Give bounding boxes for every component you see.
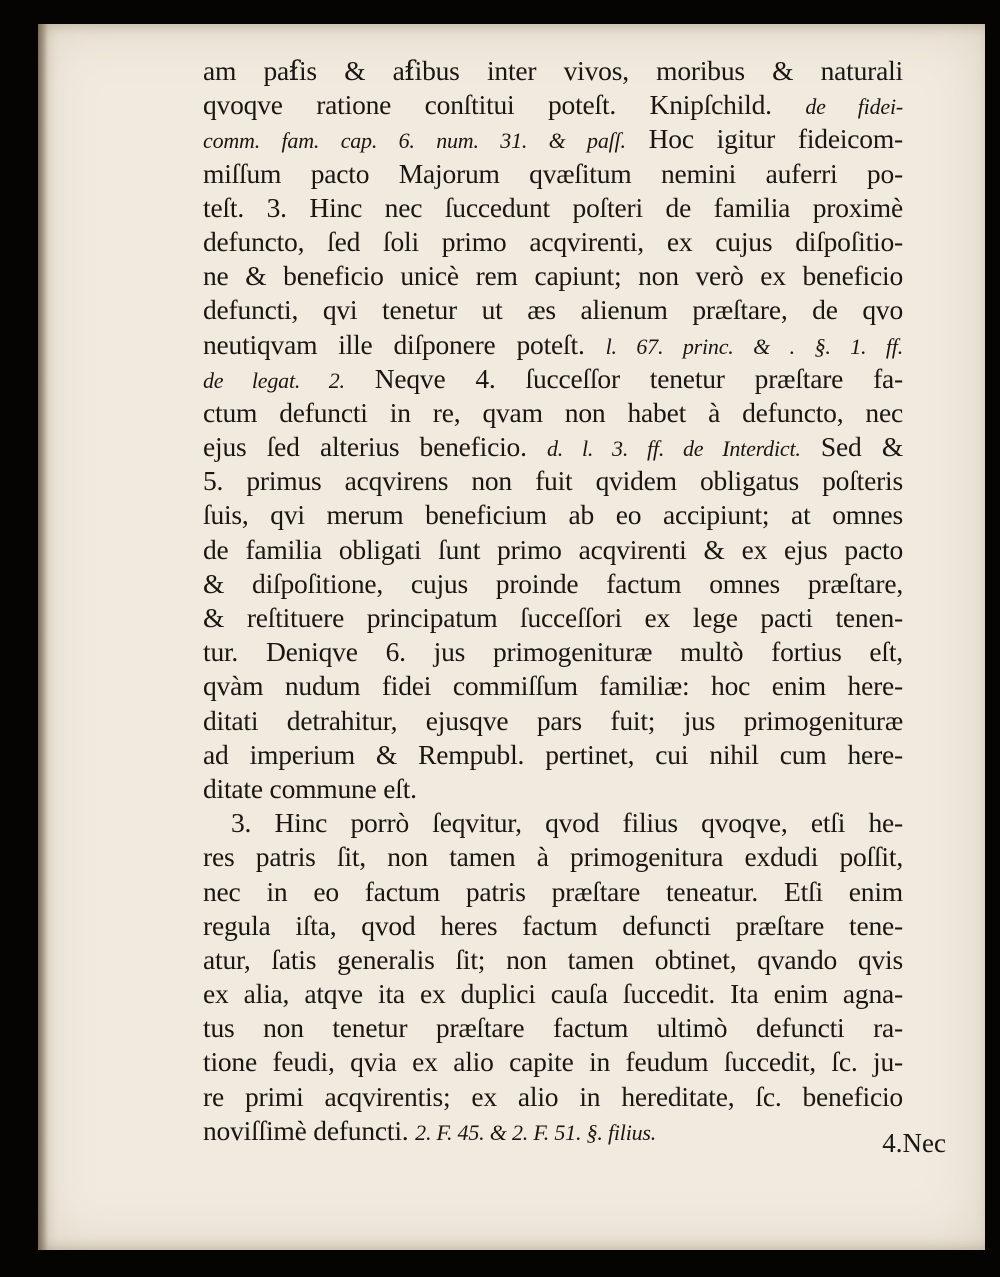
page-gutter-shadow <box>38 24 48 1250</box>
catchword: 4.Nec <box>882 1128 946 1158</box>
line-text: qvoqve ratione conſtitui poteſt. Knipſchild. <box>203 89 806 121</box>
line-text: re primi acqvirentis; ex alio in hereditate, ſc. beneficio <box>203 1080 903 1112</box>
text-line <box>203 669 903 703</box>
line-text: tus non tenetur præſtare factum ultimò defuncti ra- <box>203 1012 903 1044</box>
line-text: 3. Hinc porrò ſeqvitur, qvod filius qvoqve, etſi he- <box>231 807 903 839</box>
text-line <box>203 430 903 464</box>
line-text: atur, ſatis generalis ſit; non tamen obtinet, qvando qvis <box>203 943 903 975</box>
citation-text: d. l. 3. ff. de Interdict. <box>547 436 801 462</box>
line-text: ejus ſed alterius beneficio. <box>203 431 547 463</box>
line-text: qvàm nudum fidei commiſſum familiæ: hoc enim here- <box>203 670 903 702</box>
text-line <box>203 1114 903 1148</box>
text-line <box>203 840 903 874</box>
text-line <box>203 328 903 362</box>
text-line <box>203 1011 903 1045</box>
text-line <box>203 88 903 122</box>
citation-text: de legat. 2. <box>203 367 345 393</box>
line-text: miſſum pacto Majorum qvæſitum nemini auferri po- <box>203 157 903 189</box>
line-text: ex alia, atqve ita ex duplici cauſa ſuccedit. Ita enim agna- <box>203 978 903 1010</box>
text-line <box>203 259 903 293</box>
line-text: 5. primus acqvirens non fuit qvidem obligatus poſteris <box>203 465 903 497</box>
text-line <box>203 875 903 909</box>
line-text: tione feudi, qvia ex alio capite in feudum ſuccedit, ſc. ju- <box>203 1046 903 1078</box>
text-line <box>203 772 903 806</box>
text-line <box>203 943 903 977</box>
citation-text: 2. F. 45. & 2. F. 51. §. filius. <box>415 1119 657 1145</box>
text-line <box>203 54 903 88</box>
line-text: ctum defuncti in re, qvam non habet à defuncto, nec <box>203 396 903 428</box>
text-line <box>203 533 903 567</box>
text-line <box>203 293 903 327</box>
line-text: ne & beneficio unicè rem capiunt; non verò ex beneficio <box>203 260 903 292</box>
line-text: Hoc igitur fideicom- <box>625 123 903 155</box>
line-text: neutiqvam ille diſponere poteſt. <box>203 328 606 360</box>
text-line <box>203 909 903 943</box>
line-text: & reſtituere principatum ſucceſſori ex lege pacti tenen- <box>203 602 903 633</box>
line-text: teſt. 3. Hinc nec ſuccedunt poſteri de familia proximè <box>203 191 903 223</box>
text-line <box>203 738 903 772</box>
text-line <box>203 498 903 532</box>
line-text: Sed & <box>800 431 903 463</box>
line-text: ſuis, qvi merum beneficium ab eo accipiunt; at omnes <box>203 499 903 531</box>
text-line <box>203 396 903 430</box>
text-line <box>203 1080 903 1114</box>
citation-text: de fidei- <box>805 94 903 120</box>
text-line <box>203 704 903 738</box>
citation-text: comm. fam. cap. 6. num. 31. & paſſ. <box>203 128 626 154</box>
line-text: noviſſimè defuncti. <box>203 1114 416 1146</box>
text-line <box>203 806 903 840</box>
line-text: & diſpoſitione, cujus proinde factum omnes præſtare, <box>203 567 903 599</box>
line-text: regula iſta, qvod heres factum defuncti præſtare tene- <box>203 909 903 941</box>
line-text: defuncto, ſed ſoli primo acqvirenti, ex cujus diſpoſitio- <box>203 225 903 257</box>
text-line <box>203 464 903 498</box>
line-text: ditati detrahitur, ejusqve pars fuit; jus primogenituræ <box>203 704 903 736</box>
line-text: Neqve 4. ſucceſſor tenetur præſtare fa- <box>344 362 903 394</box>
line-text: am paẜis & aẜibus inter vivos, moribus & naturali <box>203 55 903 86</box>
line-text: tur. Deniqve 6. jus primogenituræ multò fortius eſt, <box>203 636 903 668</box>
text-line <box>203 601 903 635</box>
line-text: ad imperium & Rempubl. pertinet, cui nihil cum here- <box>203 738 903 770</box>
text-line <box>203 225 903 259</box>
text-line <box>203 635 903 669</box>
line-text: defuncti, qvi tenetur ut æs alienum præſtare, de qvo <box>203 294 903 326</box>
text-line <box>203 362 903 396</box>
text-line <box>203 191 903 225</box>
line-text: ditate commune eſt. <box>203 772 417 804</box>
text-line <box>203 977 903 1011</box>
line-text: nec in eo factum patris præſtare teneatur. Etſi enim <box>203 875 903 907</box>
line-text: res patris ſit, non tamen à primogenitura exdudi poſſit, <box>203 841 903 873</box>
text-line <box>203 157 903 191</box>
text-line <box>203 567 903 601</box>
citation-text: l. 67. princ. & . §. 1. ff. <box>605 333 903 359</box>
text-line <box>203 1045 903 1079</box>
body-text <box>203 54 903 1148</box>
text-line <box>203 122 903 156</box>
line-text: de familia obligati ſunt primo acqvirenti & ex ejus pacto <box>203 533 903 565</box>
